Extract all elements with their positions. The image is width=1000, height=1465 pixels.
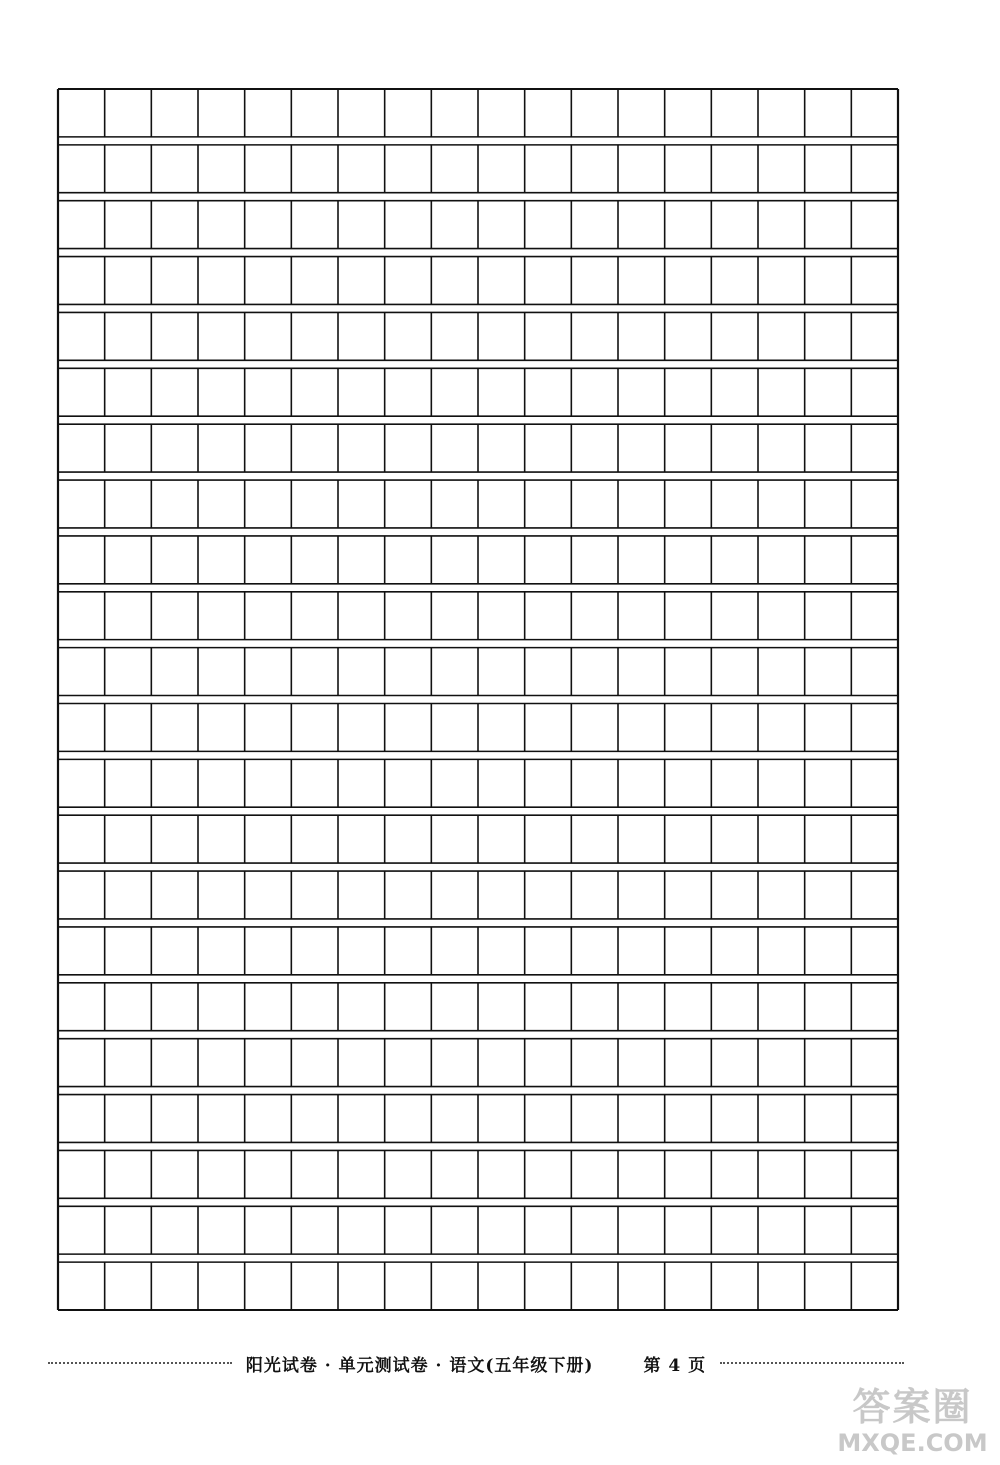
grid-row bbox=[105, 983, 852, 1031]
grid-row bbox=[105, 1206, 852, 1254]
page-footer bbox=[48, 1348, 904, 1378]
grid-row bbox=[105, 871, 852, 919]
grid-row bbox=[105, 201, 852, 249]
watermark-url: MXQE.COM bbox=[837, 1429, 988, 1457]
grid-row bbox=[105, 257, 852, 305]
grid-row bbox=[105, 1262, 852, 1310]
grid-row bbox=[105, 1039, 852, 1087]
watermark-logo: 答案圈 bbox=[852, 1385, 973, 1429]
grid-row bbox=[105, 1150, 852, 1198]
page-number: 第 4 页 bbox=[643, 1355, 707, 1376]
grid-row bbox=[105, 704, 852, 752]
grid-row bbox=[105, 815, 852, 863]
grid-row bbox=[105, 424, 852, 472]
grid-row bbox=[105, 480, 852, 528]
footer-dotted-line-right bbox=[720, 1362, 904, 1364]
grid-row bbox=[105, 368, 852, 416]
grid-row bbox=[105, 592, 852, 640]
grid-row bbox=[105, 927, 852, 975]
grid-row bbox=[105, 1095, 852, 1143]
watermark bbox=[830, 1385, 995, 1465]
grid-row bbox=[105, 759, 852, 807]
grid-row bbox=[105, 312, 852, 360]
footer-dotted-line-left bbox=[48, 1362, 232, 1364]
grid-row bbox=[105, 648, 852, 696]
grid-row bbox=[105, 536, 852, 584]
grid-row bbox=[105, 145, 852, 193]
grid-row bbox=[105, 89, 852, 137]
footer-title: 阳光试卷 · 单元测试卷 · 语文(五年级下册) bbox=[245, 1355, 594, 1376]
